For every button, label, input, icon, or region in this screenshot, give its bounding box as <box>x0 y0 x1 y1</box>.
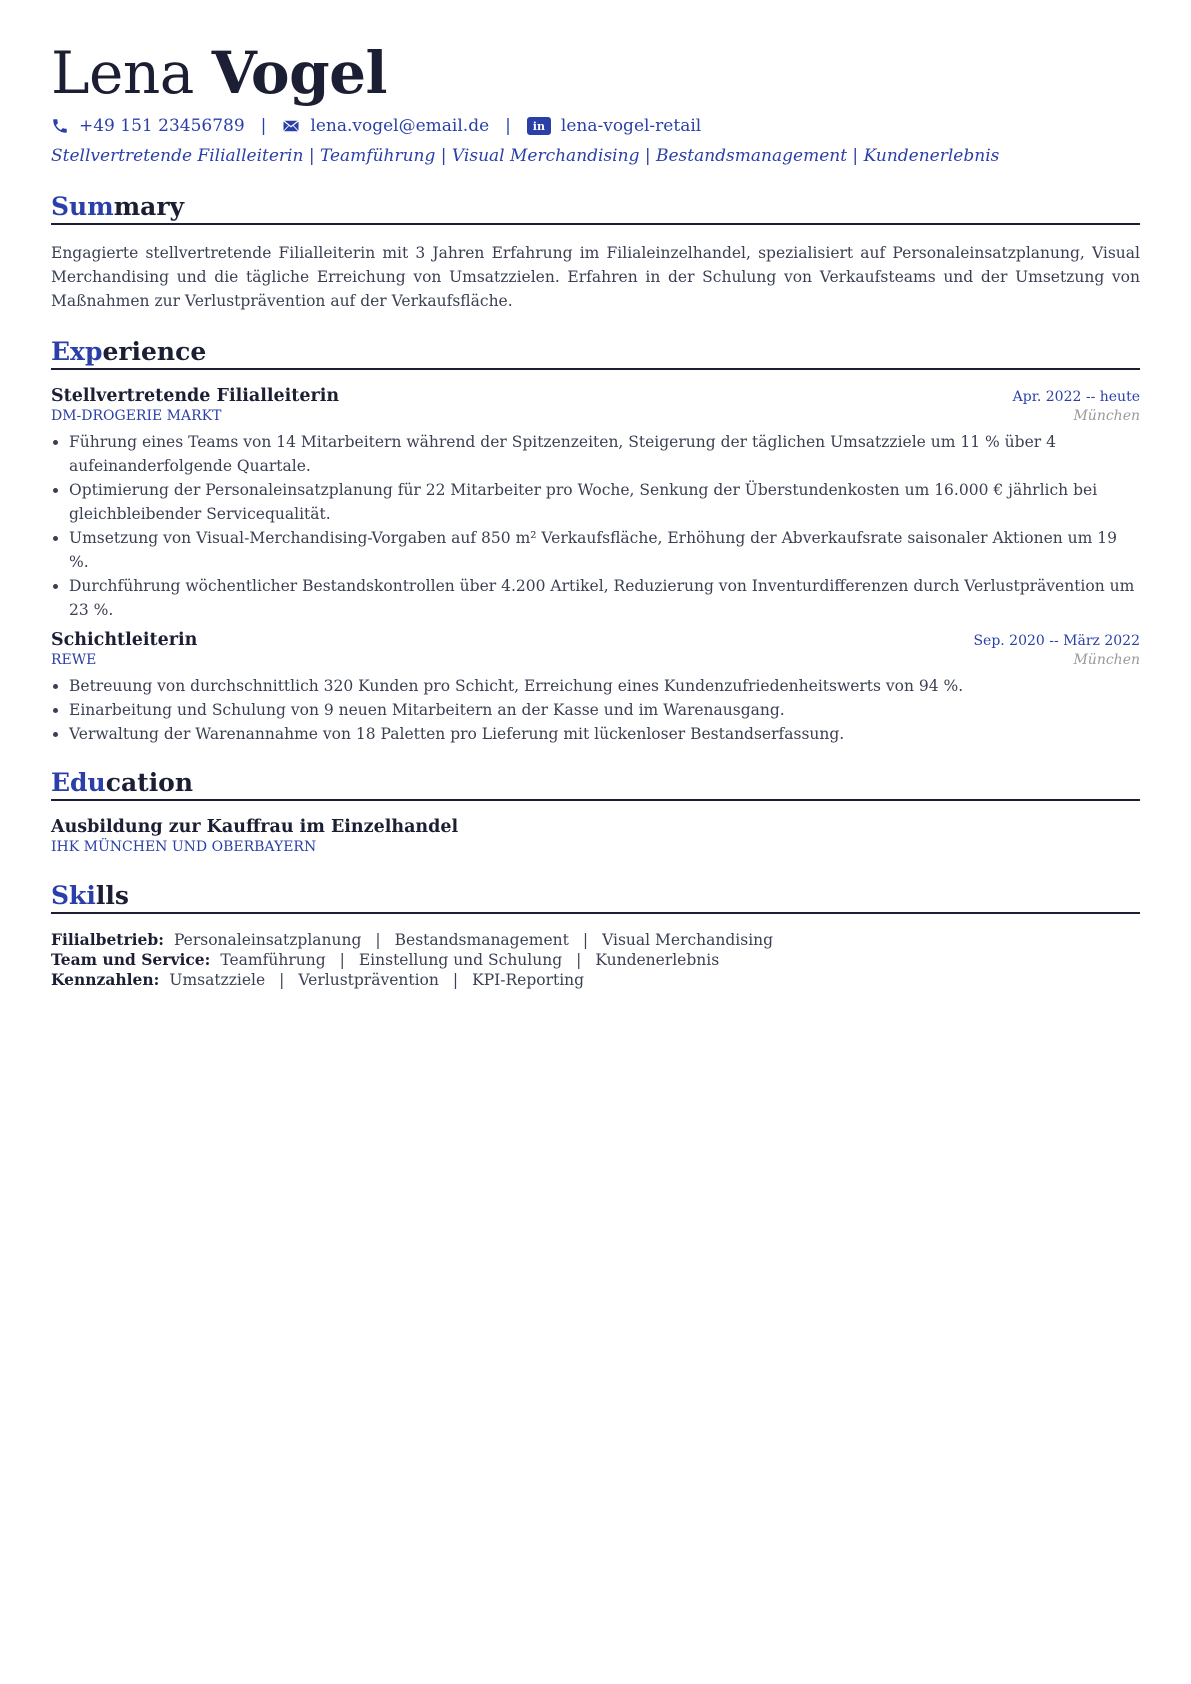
company-name: DM-DROGERIE MARKT <box>51 408 222 424</box>
job-bullets <box>51 674 1140 746</box>
summary-text: Engagierte stellvertretende Filialleiterin mit 3 Jahren Erfahrung im Filialeinzelhandel, spezialisiert auf Personaleinsatzplanung, Visual Merchandising und die tägliche Erreichung von Umsatzzielen. Erfahren in der Schulung von Verkaufsteams und der Umsetzung von Maßnahmen zur Verlustprävention auf der Verkaufsfläche. <box>51 244 1140 310</box>
job-date: Sep. 2020 -- März 2022 <box>973 633 1140 649</box>
skill-label: Kennzahlen: <box>51 970 160 989</box>
section-title-skills <box>51 881 1140 914</box>
section-title-accent: Sum <box>51 192 114 221</box>
section-title-summary <box>51 192 1140 225</box>
job-bullets <box>51 430 1140 622</box>
job-title: Stellvertretende Filialleiterin <box>51 386 340 406</box>
phone-number: +49 151 23456789 <box>79 116 245 136</box>
section-title-rest: lls <box>95 881 129 910</box>
bullet-item: • Optimierung der Personaleinsatzplanung für 22 Mitarbeiter pro Woche, Senkung der Überstundenkosten um 16.000 € jährlich bei gleichbleibender Servicequalität. <box>69 478 1140 526</box>
section-title-experience <box>51 337 1140 370</box>
section-title-accent: Ski <box>51 881 96 910</box>
job-title: Schichtleiterin <box>51 630 198 650</box>
skill-item: Visual Merchandising <box>602 931 774 949</box>
bullet-item: • Umsetzung von Visual-Merchandising-Vorgaben auf 850 m² Verkaufsfläche, Erhöhung der Abverkaufsrate saisonaler Aktionen um 19 %. <box>69 526 1140 574</box>
skill-separator: | <box>582 931 589 949</box>
skill-item: Personaleinsatzplanung <box>173 931 362 949</box>
candidate-name <box>51 39 1140 107</box>
skill-row <box>51 970 1140 990</box>
linkedin-icon: in <box>527 117 551 135</box>
last-name: Vogel <box>211 39 388 107</box>
skill-separator: | <box>576 951 582 969</box>
job-location: München <box>1073 652 1140 668</box>
skill-item: Umsatzziele <box>169 971 266 989</box>
skill-item: Einstellung und Schulung <box>358 951 563 969</box>
tagline: Stellvertretende Filialleiterin | Teamführung | Visual Merchandising | Bestandsmanagement | Kundenerlebnis <box>51 146 1000 166</box>
skill-separator: | <box>375 931 381 949</box>
skill-separator: | <box>279 971 285 989</box>
skill-row <box>51 930 1140 950</box>
skill-item: Verlustprävention <box>298 971 439 989</box>
bullet-item: • Verwaltung der Warenannahme von 18 Paletten pro Lieferung mit lückenloser Bestandserfassung. <box>69 722 1140 746</box>
job-date: Apr. 2022 -- heute <box>1012 389 1140 405</box>
skill-item: Teamführung <box>220 951 326 969</box>
phone-icon <box>51 117 69 135</box>
linkedin-contact[interactable] <box>527 116 701 136</box>
section-title-rest: erience <box>102 337 207 366</box>
job-location: München <box>1073 408 1140 424</box>
bullet-item: • Betreuung von durchschnittlich 320 Kunden pro Schicht, Erreichung eines Kundenzufriedenheitswerts von 94 %. <box>69 674 1140 698</box>
phone-contact[interactable] <box>51 116 245 136</box>
envelope-icon <box>282 117 300 135</box>
education-institution: IHK MÜNCHEN UND OBERBAYERN <box>51 839 317 855</box>
first-name: Lena <box>51 39 194 107</box>
bullet-item: • Führung eines Teams von 14 Mitarbeitern während der Spitzenzeiten, Steigerung der täglichen Umsatzziele um 11 % über 4 aufeinanderfolgende Quartale. <box>69 430 1140 478</box>
email-contact[interactable] <box>282 116 489 136</box>
skill-item: Kundenerlebnis <box>595 951 720 969</box>
skill-separator: | <box>339 951 345 969</box>
section-title-education <box>51 768 1140 801</box>
company-name: REWE <box>51 652 97 668</box>
contact-bar <box>51 116 1140 136</box>
skill-separator: | <box>452 971 459 989</box>
email-address: lena.vogel@email.de <box>310 116 490 136</box>
skill-label: Team und Service: <box>51 950 211 969</box>
bullet-item: • Durchführung wöchentlicher Bestandskontrollen über 4.200 Artikel, Reduzierung von Inventurdifferenzen durch Verlustprävention um 23 %. <box>69 574 1140 622</box>
bullet-item: • Einarbeitung und Schulung von 9 neuen Mitarbeitern an der Kasse und im Warenausgang. <box>69 698 1140 722</box>
section-title-rest: mary <box>113 192 185 221</box>
skill-item: Bestandsmanagement <box>394 931 569 949</box>
experience-entry <box>51 386 1140 622</box>
experience-entry <box>51 630 1140 746</box>
section-title-accent: Edu <box>51 768 106 797</box>
education-title: Ausbildung zur Kauffrau im Einzelhandel <box>51 817 459 837</box>
contact-separator: | <box>505 116 511 136</box>
skill-row <box>51 950 1140 970</box>
skills-list <box>51 930 1140 990</box>
contact-separator: | <box>260 116 267 136</box>
skill-item: KPI-Reporting <box>472 971 585 989</box>
linkedin-handle: lena-vogel-retail <box>560 116 702 136</box>
skill-label: Filialbetrieb: <box>51 930 164 949</box>
section-title-accent: Exp <box>51 337 103 366</box>
experience-list <box>51 386 1140 746</box>
section-title-rest: cation <box>105 768 194 797</box>
